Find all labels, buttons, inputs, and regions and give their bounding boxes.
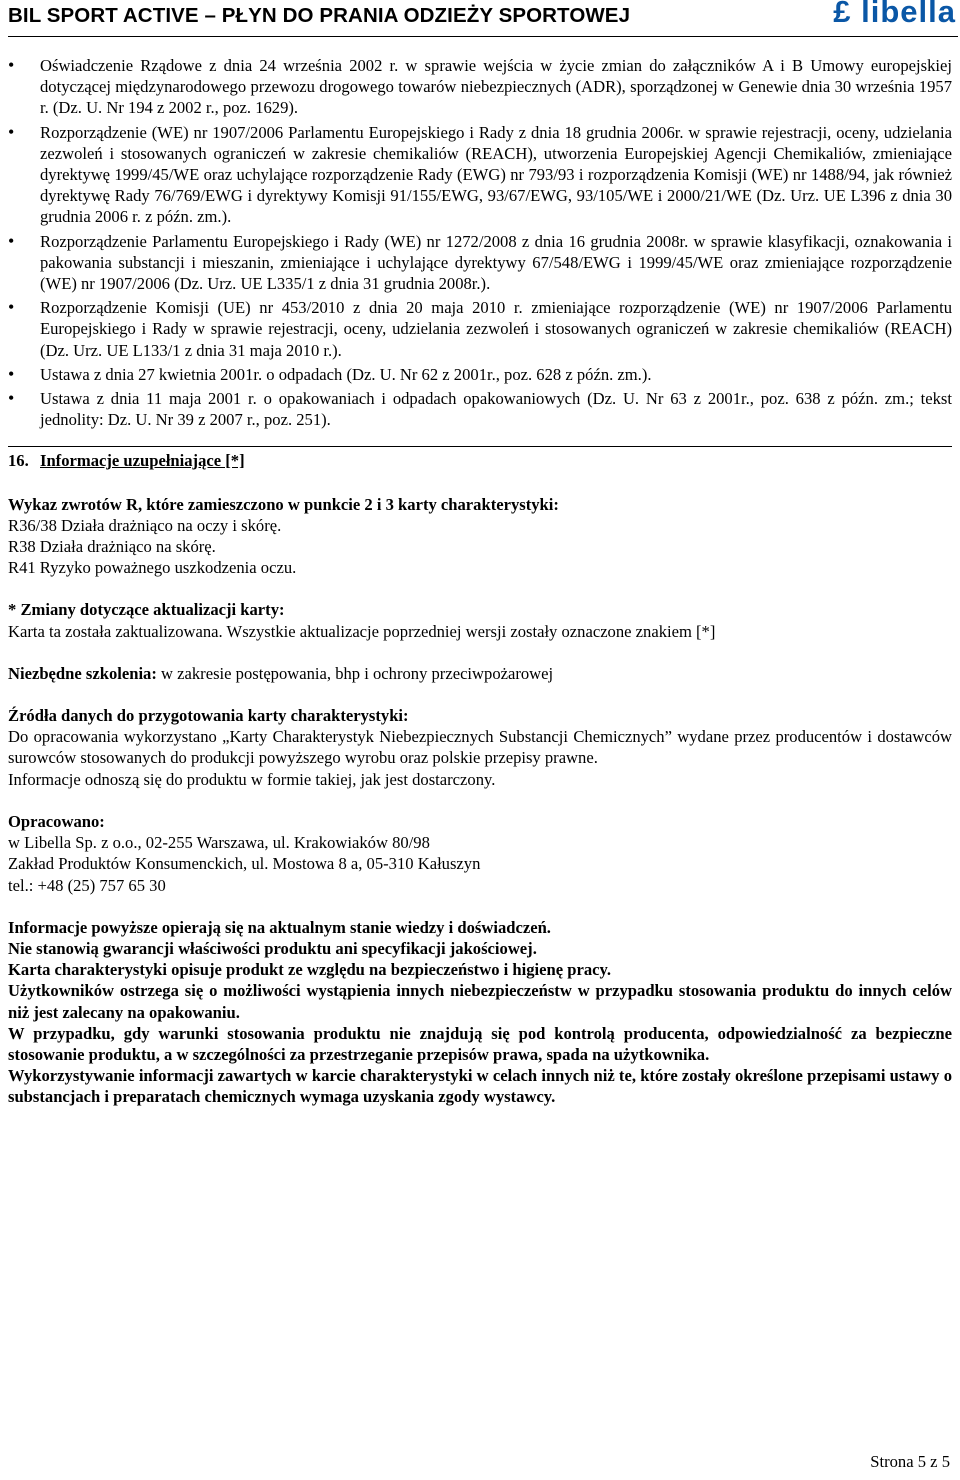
r-phrases-heading: Wykaz zwrotów R, które zamieszczono w punkcie 2 i 3 karty charakterystyki: [8,494,559,514]
sources-note: Informacje odnoszą się do produktu w formie takiej, jak jest dostarczony. [8,769,496,789]
training-block [8,663,952,684]
section-title: Informacje uzupełniające [*] [40,451,245,471]
page-header [8,2,958,37]
section-number: 16. [8,451,29,471]
prepared-line: tel.: +48 (25) 757 65 30 [8,875,166,895]
regulation-item: • Oświadczenie Rządowe z dnia 24 września 2002 r. w sprawie wejścia w życie zmian do załączników A i B Umowy europejskiej dotyczącej międzynarodowego przewozu drogowego towarów niebezpiecznych (ADR), sporządzonej w Genewie dnia 30 września 1957 r. (Dz. U. Nr 194 z 2002 r., poz. 1629). [8,55,952,118]
bullet-icon: • [8,55,15,75]
disclaimer-line: Nie stanowią gwarancji właściwości produktu ani specyfikacji jakościowej. [8,938,537,958]
sources-block [8,705,952,790]
logo-text: libella [861,0,956,29]
prepared-block [8,811,952,896]
disclaimer-line: Użytkowników ostrzega się o możliwości wystąpienia innych niebezpieczeństw w przypadku stosowania produktu do innych celów niż jest zalecany na opakowaniu. [8,981,952,1022]
r-phrases-block [8,494,952,579]
bullet-icon: • [8,230,15,251]
libella-logo [833,0,956,29]
bullet-icon: • [8,363,15,384]
prepared-line: w Libella Sp. z o.o., 02-255 Warszawa, ul. Krakowiaków 80/98 [8,833,430,853]
disclaimer-line: Wykorzystywanie informacji zawartych w karcie charakterystyki w celach innych niż te, które zostały określone przepisami ustawy o substancjach i preparatach chemicznych wymaga uzyskania zgody wystawcy. [8,1066,952,1107]
changes-block [8,599,952,641]
changes-text: Karta ta została zaktualizowana. Wszystkie aktualizacje poprzedniej wersji zostały oznaczone znakiem [*] [8,621,716,641]
prepared-heading: Opracowano: [8,811,105,831]
libella-logo-mark-icon: £ [833,0,862,29]
section-16-heading [8,446,952,471]
changes-heading: * Zmiany dotyczące aktualizacji karty: [8,600,285,620]
bullet-icon: • [8,121,15,142]
disclaimer-line: Karta charakterystyki opisuje produkt ze względu na bezpieczeństwo i higienę pracy. [8,960,612,980]
regulation-item: • Rozporządzenie Komisji (UE) nr 453/2010 z dnia 20 maja 2010 r. zmieniające rozporządzenie (WE) nr 1907/2006 Parlamentu Europejskiego i Rady w sprawie rejestracji, oceny, udzielania zezwoleń i stosowanych ograniczeń w zakresie chemikaliów (REACH) (Dz. Urz. UE L133/1 z dnia 31 maja 2010 r.). [8,297,952,360]
r-phrase-item: R36/38 Działa drażniąco na oczy i skórę. [8,515,282,535]
training-label: Niezbędne szkolenia: [8,663,157,683]
page-number: Strona 5 z 5 [870,1452,950,1471]
regulation-item: • Ustawa z dnia 11 maja 2001 r. o opakowaniach i odpadach opakowaniowych (Dz. U. Nr 63 z 2001r., poz. 638 z późn. zm.; tekst jednolity: Dz. U. Nr 39 z 2007 r., poz. 251). [8,388,952,430]
document-title: BIL SPORT ACTIVE – PŁYN DO PRANIA ODZIEŻY SPORTOWEJ [8,4,631,27]
regulation-item: • Rozporządzenie Parlamentu Europejskiego i Rady (WE) nr 1272/2008 z dnia 16 grudnia 2008r. w sprawie klasyfikacji, oznakowania i pakowania substancji i mieszanin, zmieniające i uchylające dyrektywy 67/548/EWG i 1999/45/WE oraz zmieniające rozporządzenie (WE) nr 1907/2006 (Dz. Urz. UE L335/1 z dnia 31 grudnia 2008r.). [8,230,952,294]
bullet-icon: • [8,388,15,409]
sources-text: Do opracowania wykorzystano „Karty Charakterystyk Niebezpiecznych Substancji Chemicznych” wydane przez producentów i dostawców surowców stosowanych do produkcji powyższego wyrobu oraz polskie przepisy prawne. [8,727,952,768]
r-phrase-item: R38 Działa drażniąco na skórę. [8,537,216,557]
regulations-list [8,55,952,430]
prepared-line: Zakład Produktów Konsumenckich, ul. Mostowa 8 a, 05-310 Kałuszyn [8,854,481,874]
sources-heading: Źródła danych do przygotowania karty charakterystyki: [8,706,409,726]
bullet-icon: • [8,297,15,318]
page-content [8,55,952,1108]
r-phrase-item: R41 Ryzyko poważnego uszkodzenia oczu. [8,558,297,578]
disclaimer-line: W przypadku, gdy warunki stosowania produktu nie znajdują się pod kontrolą producenta, odpowiedzialność za bezpieczne stosowanie produktu, a w szczególności za przestrzeganie przepisów prawa, spada na użytkownika. [8,1023,952,1064]
training-text: w zakresie postępowania, bhp i ochrony przeciwpożarowej [156,663,554,683]
regulation-item: • Ustawa z dnia 27 kwietnia 2001r. o odpadach (Dz. U. Nr 62 z 2001r., poz. 628 z późn. zm.). [8,363,652,384]
regulation-item: • Rozporządzenie (WE) nr 1907/2006 Parlamentu Europejskiego i Rady z dnia 18 grudnia 2006r. w sprawie rejestracji, oceny, udzielania zezwoleń i stosowanych ograniczeń w zakresie chemikaliów (REACH), utworzenia Europejskiej Agencji Chemikaliów, zmieniające dyrektywę 1999/45/WE oraz uchylające rozporządzenie Rady (EWG) nr 793/93 i rozporządzenia Komisji (WE) nr 1488/94, jak również dyrektywę Rady 76/769/EWG i dyrektywy Komisji 91/155/EWG, 93/67/EWG, 93/105/WE i 2000/21/WE (Dz. Urz. UE L396 z dnia 30 grudnia 2006 r. z późn. zm.). [8,121,952,227]
disclaimer-block [8,917,952,1108]
disclaimer-line: Informacje powyższe opierają się na aktualnym stanie wiedzy i doświadczeń. [8,917,551,937]
